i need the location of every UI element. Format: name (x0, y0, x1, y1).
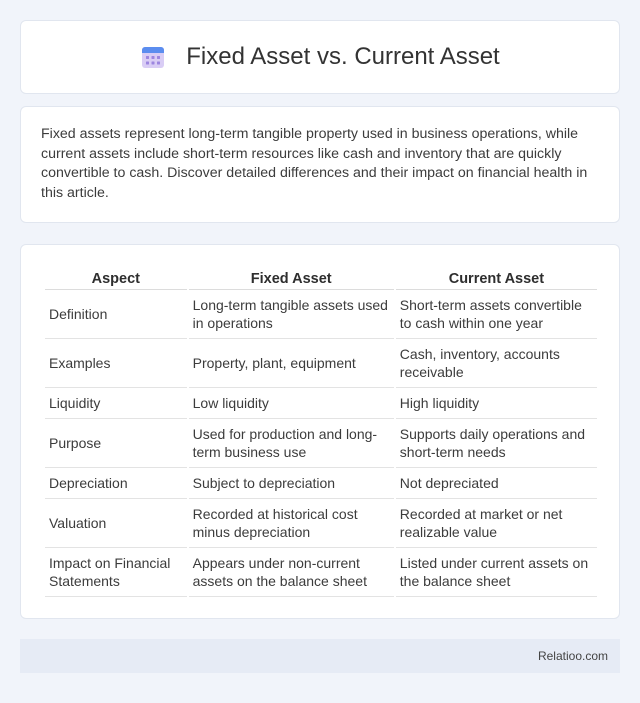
comparison-table (43, 265, 599, 597)
intro-paragraph: Fixed assets represent long-term tangible property used in business operations, while current assets include short-term resources like cash and inventory that are quickly convertible to cash. Discover detailed differences and their impact on financial health in this article. (41, 126, 588, 201)
table-row (45, 290, 597, 339)
comparison-card (20, 244, 620, 619)
header-aspect: Aspect (45, 265, 187, 290)
header-current-asset: Current Asset (396, 265, 597, 290)
cell-fixed: Property, plant, equipment (189, 339, 394, 388)
cell-aspect: Examples (45, 339, 187, 388)
intro-card (20, 106, 620, 223)
cell-current: Short-term assets convertible to cash within one year (396, 290, 597, 339)
cell-aspect: Liquidity (45, 388, 187, 419)
cell-fixed: Appears under non-current assets on the balance sheet (189, 548, 394, 597)
table-row (45, 339, 597, 388)
cell-aspect: Depreciation (45, 468, 187, 499)
cell-current: Listed under current assets on the balance sheet (396, 548, 597, 597)
footer (20, 639, 620, 673)
cell-current: Supports daily operations and short-term needs (396, 419, 597, 468)
cell-fixed: Low liquidity (189, 388, 394, 419)
table-row (45, 468, 597, 499)
title-card (20, 20, 620, 94)
page-title: Fixed Asset vs. Current Asset (186, 43, 500, 70)
table-row (45, 419, 597, 468)
cell-fixed: Subject to depreciation (189, 468, 394, 499)
cell-aspect: Definition (45, 290, 187, 339)
table-row (45, 548, 597, 597)
header-fixed-asset: Fixed Asset (189, 265, 394, 290)
cell-aspect: Impact on Financial Statements (45, 548, 187, 597)
table-header-row (45, 265, 597, 290)
table-row (45, 388, 597, 419)
cell-fixed: Recorded at historical cost minus depreciation (189, 499, 394, 548)
cell-current: Recorded at market or net realizable value (396, 499, 597, 548)
cell-aspect: Purpose (45, 419, 187, 468)
calendar-icon (140, 44, 166, 70)
cell-current: Not depreciated (396, 468, 597, 499)
cell-current: Cash, inventory, accounts receivable (396, 339, 597, 388)
cell-aspect: Valuation (45, 499, 187, 548)
footer-brand: Relatioo.com (537, 649, 608, 663)
cell-current: High liquidity (396, 388, 597, 419)
table-row (45, 499, 597, 548)
cell-fixed: Used for production and long-term business use (189, 419, 394, 468)
cell-fixed: Long-term tangible assets used in operations (189, 290, 394, 339)
